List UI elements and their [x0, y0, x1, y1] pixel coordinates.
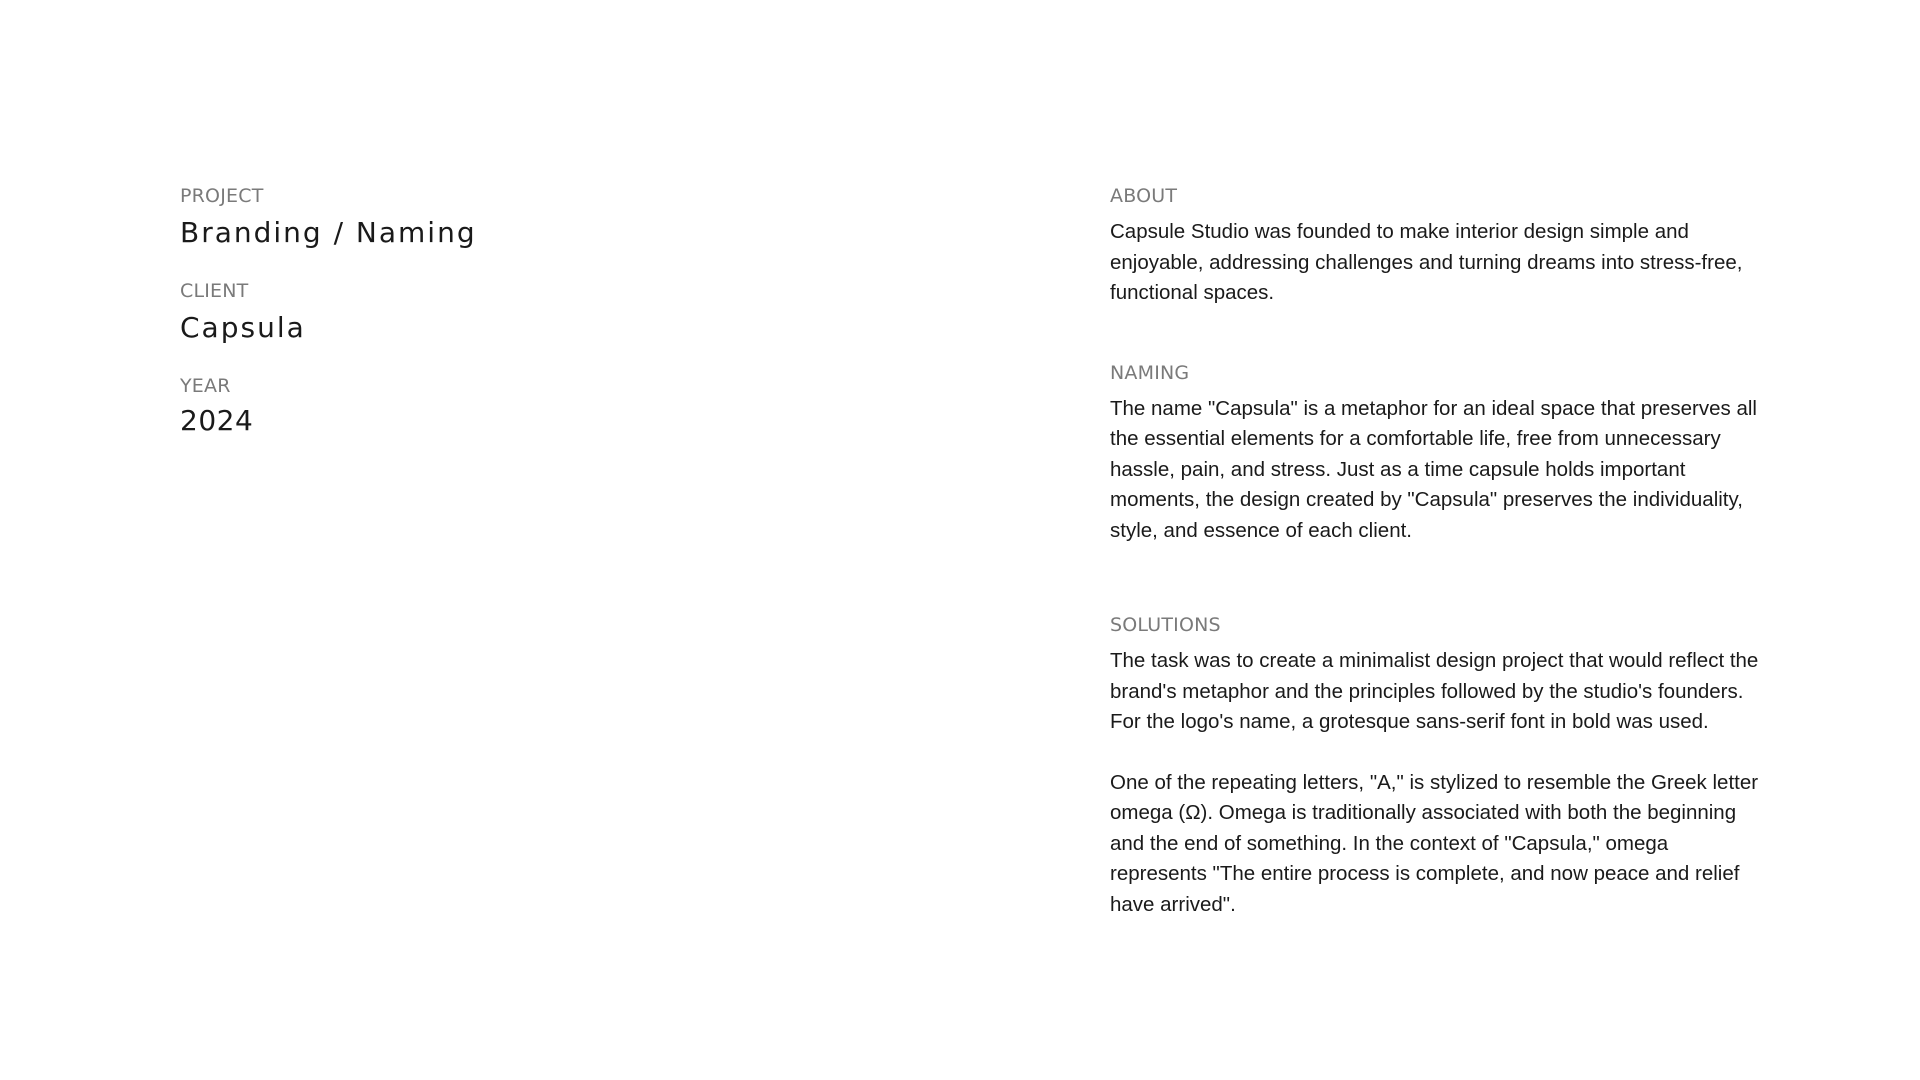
solutions-paragraph-1: The task was to create a minimalist design project that would reflect the brand's metaphor and the principles followed by the studio's founders. For the logo's name, a grotesque sans-serif font in bold was used. [1110, 649, 1759, 733]
client-value: Capsula [180, 311, 306, 344]
about-label: ABOUT [1110, 185, 1178, 207]
solutions-paragraph-2: One of the repeating letters, "A," is stylized to resemble the Greek letter omega (Ω). Omega is traditionally associated with both the beginning and the end of something. In the context of "Capsula," omega represents "The entire process is complete, and now peace and relief have arrived". [1110, 770, 1759, 916]
solutions-section [1110, 611, 1760, 920]
client-label: CLIENT [180, 280, 249, 302]
project-meta [180, 182, 880, 465]
about-text: Capsule Studio was founded to make interior design simple and enjoyable, addressing challenges and turning dreams into stress-free, functional spaces. [1110, 220, 1743, 304]
project-description [1110, 182, 1760, 920]
year-label: YEAR [180, 375, 231, 397]
naming-label: NAMING [1110, 361, 1190, 384]
project-value: Branding / Naming [180, 216, 477, 249]
year-value: 2024 [180, 404, 254, 437]
about-section [1110, 182, 1760, 309]
project-label: PROJECT [180, 185, 264, 207]
naming-text: The name "Capsula" is a metaphor for an ideal space that preserves all the essential elements for a comfortable life, free from unnecessary hassle, pain, and stress. Just as a time capsule holds important moments, the design created by "Capsula" preserves the individuality, style, and essence of each client. [1110, 396, 1757, 542]
naming-section [1110, 359, 1760, 547]
solutions-label: SOLUTIONS [1110, 614, 1221, 636]
